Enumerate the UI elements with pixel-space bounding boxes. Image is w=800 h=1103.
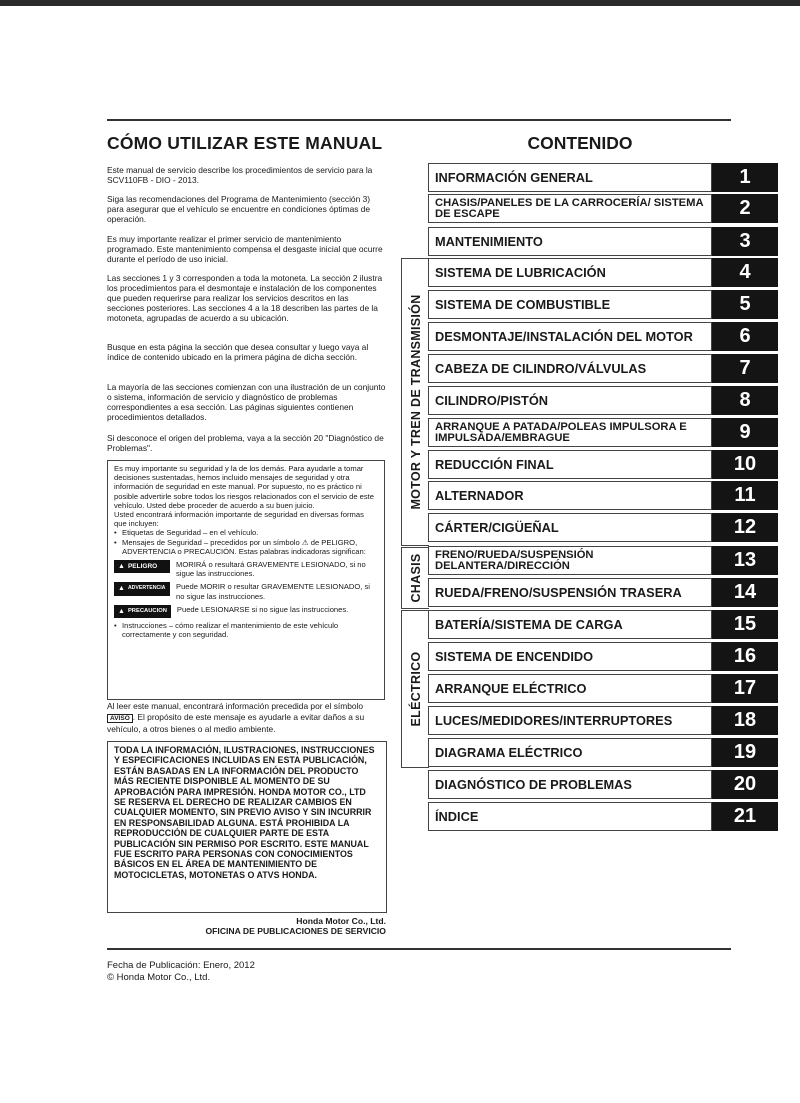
toc-number-10[interactable]: 10 (712, 450, 778, 479)
toc-entry-20[interactable]: DIAGNÓSTICO DE PROBLEMAS (428, 770, 712, 799)
toc-entry-16[interactable]: SISTEMA DE ENCENDIDO (428, 642, 712, 671)
toc-number-2[interactable]: 2 (712, 194, 778, 223)
toc-entry-9[interactable]: ARRANQUE A PATADA/POLEAS IMPULSORA E IMPULSADA/EMBRAGUE (428, 418, 712, 447)
safety-bullet-labels: • Etiquetas de Seguridad – en el vehículo. (114, 528, 378, 537)
signature-office: OFICINA DE PUBLICACIONES DE SERVICIO (205, 926, 386, 936)
toc-number-20[interactable]: 20 (712, 770, 778, 799)
toc-number-1[interactable]: 1 (712, 163, 778, 192)
safety-line: Usted encontrará información importante de seguridad en diversas formas que incluyen: (114, 510, 364, 529)
toc-number-19[interactable]: 19 (712, 738, 778, 767)
toc-entry-10[interactable]: REDUCCIÓN FINAL (428, 450, 712, 479)
notice-paragraph: Al leer este manual, encontrará información precedida por el símbolo AVISO . El propósito de este mensaje es ayudarle a evitar daños a su vehículo, a otros bienes o al medio ambiente. (107, 701, 365, 734)
group-chassis (401, 547, 429, 609)
copyright: © Honda Motor Co., Ltd. (107, 971, 211, 983)
safety-box (107, 460, 385, 700)
warning-label: ▲ ADVERTENCIA (114, 582, 170, 595)
toc-entry-1[interactable]: INFORMACIÓN GENERAL (428, 163, 712, 192)
warning-text: Puede MORIR o resultar GRAVEMENTE LESIONADO, si no sigue las instrucciones. (176, 582, 370, 601)
first-service-paragraph: Es muy importante realizar el primer servicio de mantenimiento programado. Este mantenimiento compensa el desgaste inicial que ocurre durante el período de uso inicial. (107, 234, 383, 264)
safety-bullet-instructions: • Instrucciones – cómo realizar el mantenimiento de este vehículo correctamente y con seguridad. (114, 621, 378, 639)
toc-number-14[interactable]: 14 (712, 578, 778, 607)
danger-label: ▲ PELIGRO (114, 560, 170, 573)
notice-tag: AVISO (107, 714, 133, 723)
toc-entry-11[interactable]: ALTERNADOR (428, 481, 712, 510)
signal-row-warning (114, 582, 378, 600)
toc-number-5[interactable]: 5 (712, 290, 778, 319)
footer (107, 960, 255, 983)
warning-triangle-icon: ▲ (118, 563, 125, 571)
toc-number-13[interactable]: 13 (712, 546, 778, 575)
toc-number-4[interactable]: 4 (712, 258, 778, 287)
toc-entry-4[interactable]: SISTEMA DE LUBRICACIÓN (428, 258, 712, 287)
toc-entry-19[interactable]: DIAGRAMA ELÉCTRICO (428, 738, 712, 767)
toc-number-7[interactable]: 7 (712, 354, 778, 383)
toc-number-12[interactable]: 12 (712, 513, 778, 542)
toc-number-11[interactable]: 11 (712, 481, 778, 510)
sections-structure-paragraph: La mayoría de las secciones comienzan con una ilustración de un conjunto o sistema, información de servicio y diagnóstico de problemas correspondientes a esa sección. Las páginas siguientes contienen procedimientos detallados. (107, 382, 386, 422)
toc-entry-18[interactable]: LUCES/MEDIDORES/INTERRUPTORES (428, 706, 712, 735)
group-chassis-label: CHASIS (408, 553, 423, 603)
publication-date: Fecha de Publicación: Enero, 2012 (107, 960, 255, 971)
toc-entry-3[interactable]: MANTENIMIENTO (428, 227, 712, 256)
toc-number-15[interactable]: 15 (712, 610, 778, 639)
toc-entry-21[interactable]: ÍNDICE (428, 802, 712, 831)
toc-entry-8[interactable]: CILINDRO/PISTÓN (428, 386, 712, 415)
troubleshooting-paragraph: Si desconoce el origen del problema, vaya a la sección 20 "Diagnóstico de Problemas". (107, 433, 384, 453)
toc-entry-12[interactable]: CÁRTER/CIGÜEÑAL (428, 513, 712, 542)
safety-intro: Es muy importante su seguridad y la de los demás. Para ayudarle a tomar decisiones sustentadas, hemos incluido mensajes de seguridad y otra información de seguridad en este manual. Por supuesto, no es práctico ni posible advertirle sobre todos los riesgos relacionados con el servicio de este vehículo. Usted debe proceder de acuerdo a su buen juicio. (114, 464, 375, 510)
warning-triangle-icon: ▲ (118, 585, 125, 593)
signature-company: Honda Motor Co., Ltd. (296, 916, 386, 926)
warning-triangle-icon: ▲ (118, 607, 125, 615)
toc-entry-17[interactable]: ARRANQUE ELÉCTRICO (428, 674, 712, 703)
toc-entry-14[interactable]: RUEDA/FRENO/SUSPENSIÓN TRASERA (428, 578, 712, 607)
maintenance-paragraph: Siga las recomendaciones del Programa de Mantenimiento (sección 3) para asegurar que el vehículo se encuentre en condiciones óptimas de operación. (107, 194, 371, 224)
toc-number-17[interactable]: 17 (712, 674, 778, 703)
group-electric-label: ELÉCTRICO (408, 651, 423, 727)
intro-paragraph: Este manual de servicio describe los procedimientos de servicio para la SCV110FB - DIO - 2013. (107, 165, 373, 185)
sections-paragraph: Las secciones 1 y 3 corresponden a toda la motoneta. La sección 2 ilustra los procedimientos para el desmontaje e instalación de los componentes que pueden requerirse para realizar los servicios descritos en las secciones posteriores. Las secciones 4 a la 18 describen las partes de la motoneta, agrupadas de acuerdo a su ubicación. (107, 273, 383, 323)
toc-entry-6[interactable]: DESMONTAJE/INSTALACIÓN DEL MOTOR (428, 322, 712, 351)
toc-entry-13[interactable]: FRENO/RUEDA/SUSPENSIÓN DELANTERA/DIRECCIÓN (428, 546, 712, 575)
contents-title: CONTENIDO (527, 133, 633, 153)
signal-row-danger (114, 560, 378, 578)
toc-number-16[interactable]: 16 (712, 642, 778, 671)
group-engine (401, 258, 429, 546)
toc-entry-15[interactable]: BATERÍA/SISTEMA DE CARGA (428, 610, 712, 639)
toc-number-9[interactable]: 9 (712, 418, 778, 447)
caution-text: Puede LESIONARSE si no sigue las instrucciones. (176, 604, 349, 614)
danger-text: MORIRÁ o resultará GRAVEMENTE LESIONADO, si no sigue las instrucciones. (176, 560, 366, 579)
top-bar (0, 0, 800, 6)
signal-row-caution (114, 605, 378, 618)
disclaimer-box: TODA LA INFORMACIÓN, ILUSTRACIONES, INSTRUCCIONES Y ESPECIFICACIONES INCLUIDAS EN ESTA PUBLICACIÓN, ESTÁN BASADAS EN LA INFORMACIÓN DEL PRODUCTO MÁS RECIENTE DISPONIBLE AL MOMENTO DE SU APROBACIÓN PARA IMPRESIÓN. HONDA MOTOR CO., LTD SE RESERVA EL DERECHO DE REALIZAR CAMBIOS EN CUALQUIER MOMENTO, SIN PREVIO AVISO Y SIN INCURRIR EN RESPONSABILIDAD ALGUNA. ESTÁ PROHIBIDA LA REPRODUCCIÓN DE CUALQUIER PARTE DE ESTA PUBLICACIÓN SIN PERMISO POR ESCRITO. ESTE MANUAL FUE ESCRITO PARA PERSONAS CON CONOCIMIENTOS BÁSICOS EN EL ÁREA DE MANTENIMIENTO DE MOTOCICLETAS, MOTONETAS O ATVS HONDA. (107, 741, 387, 913)
manual-usage-title: CÓMO UTILIZAR ESTE MANUAL (107, 133, 383, 153)
toc-entry-2[interactable]: CHASIS/PANELES DE LA CARROCERÍA/ SISTEMA DE ESCAPE (428, 194, 712, 223)
group-electric (401, 610, 429, 768)
toc-entry-7[interactable]: CABEZA DE CILINDRO/VÁLVULAS (428, 354, 712, 383)
caution-label: ▲ PRECAUCION (114, 605, 171, 618)
toc-number-21[interactable]: 21 (712, 802, 778, 831)
toc-number-6[interactable]: 6 (712, 322, 778, 351)
toc-number-8[interactable]: 8 (712, 386, 778, 415)
toc-number-18[interactable]: 18 (712, 706, 778, 735)
signature (206, 916, 387, 936)
safety-bullet-messages: • Mensajes de Seguridad – precedidos por un símbolo ⚠ de PELIGRO, ADVERTENCIA o PRECAUCIÓN. Estas palabras indicadoras significan: (114, 538, 378, 556)
top-rule (107, 119, 731, 121)
toc-number-3[interactable]: 3 (712, 227, 778, 256)
toc-entry-5[interactable]: SISTEMA DE COMBUSTIBLE (428, 290, 712, 319)
group-engine-label: MOTOR Y TREN DE TRANSMISIÓN (408, 294, 423, 510)
bottom-rule (107, 948, 731, 950)
search-paragraph: Busque en esta página la sección que desea consultar y luego vaya al índice de contenido ubicado en la primera página de dicha sección. (107, 342, 369, 362)
